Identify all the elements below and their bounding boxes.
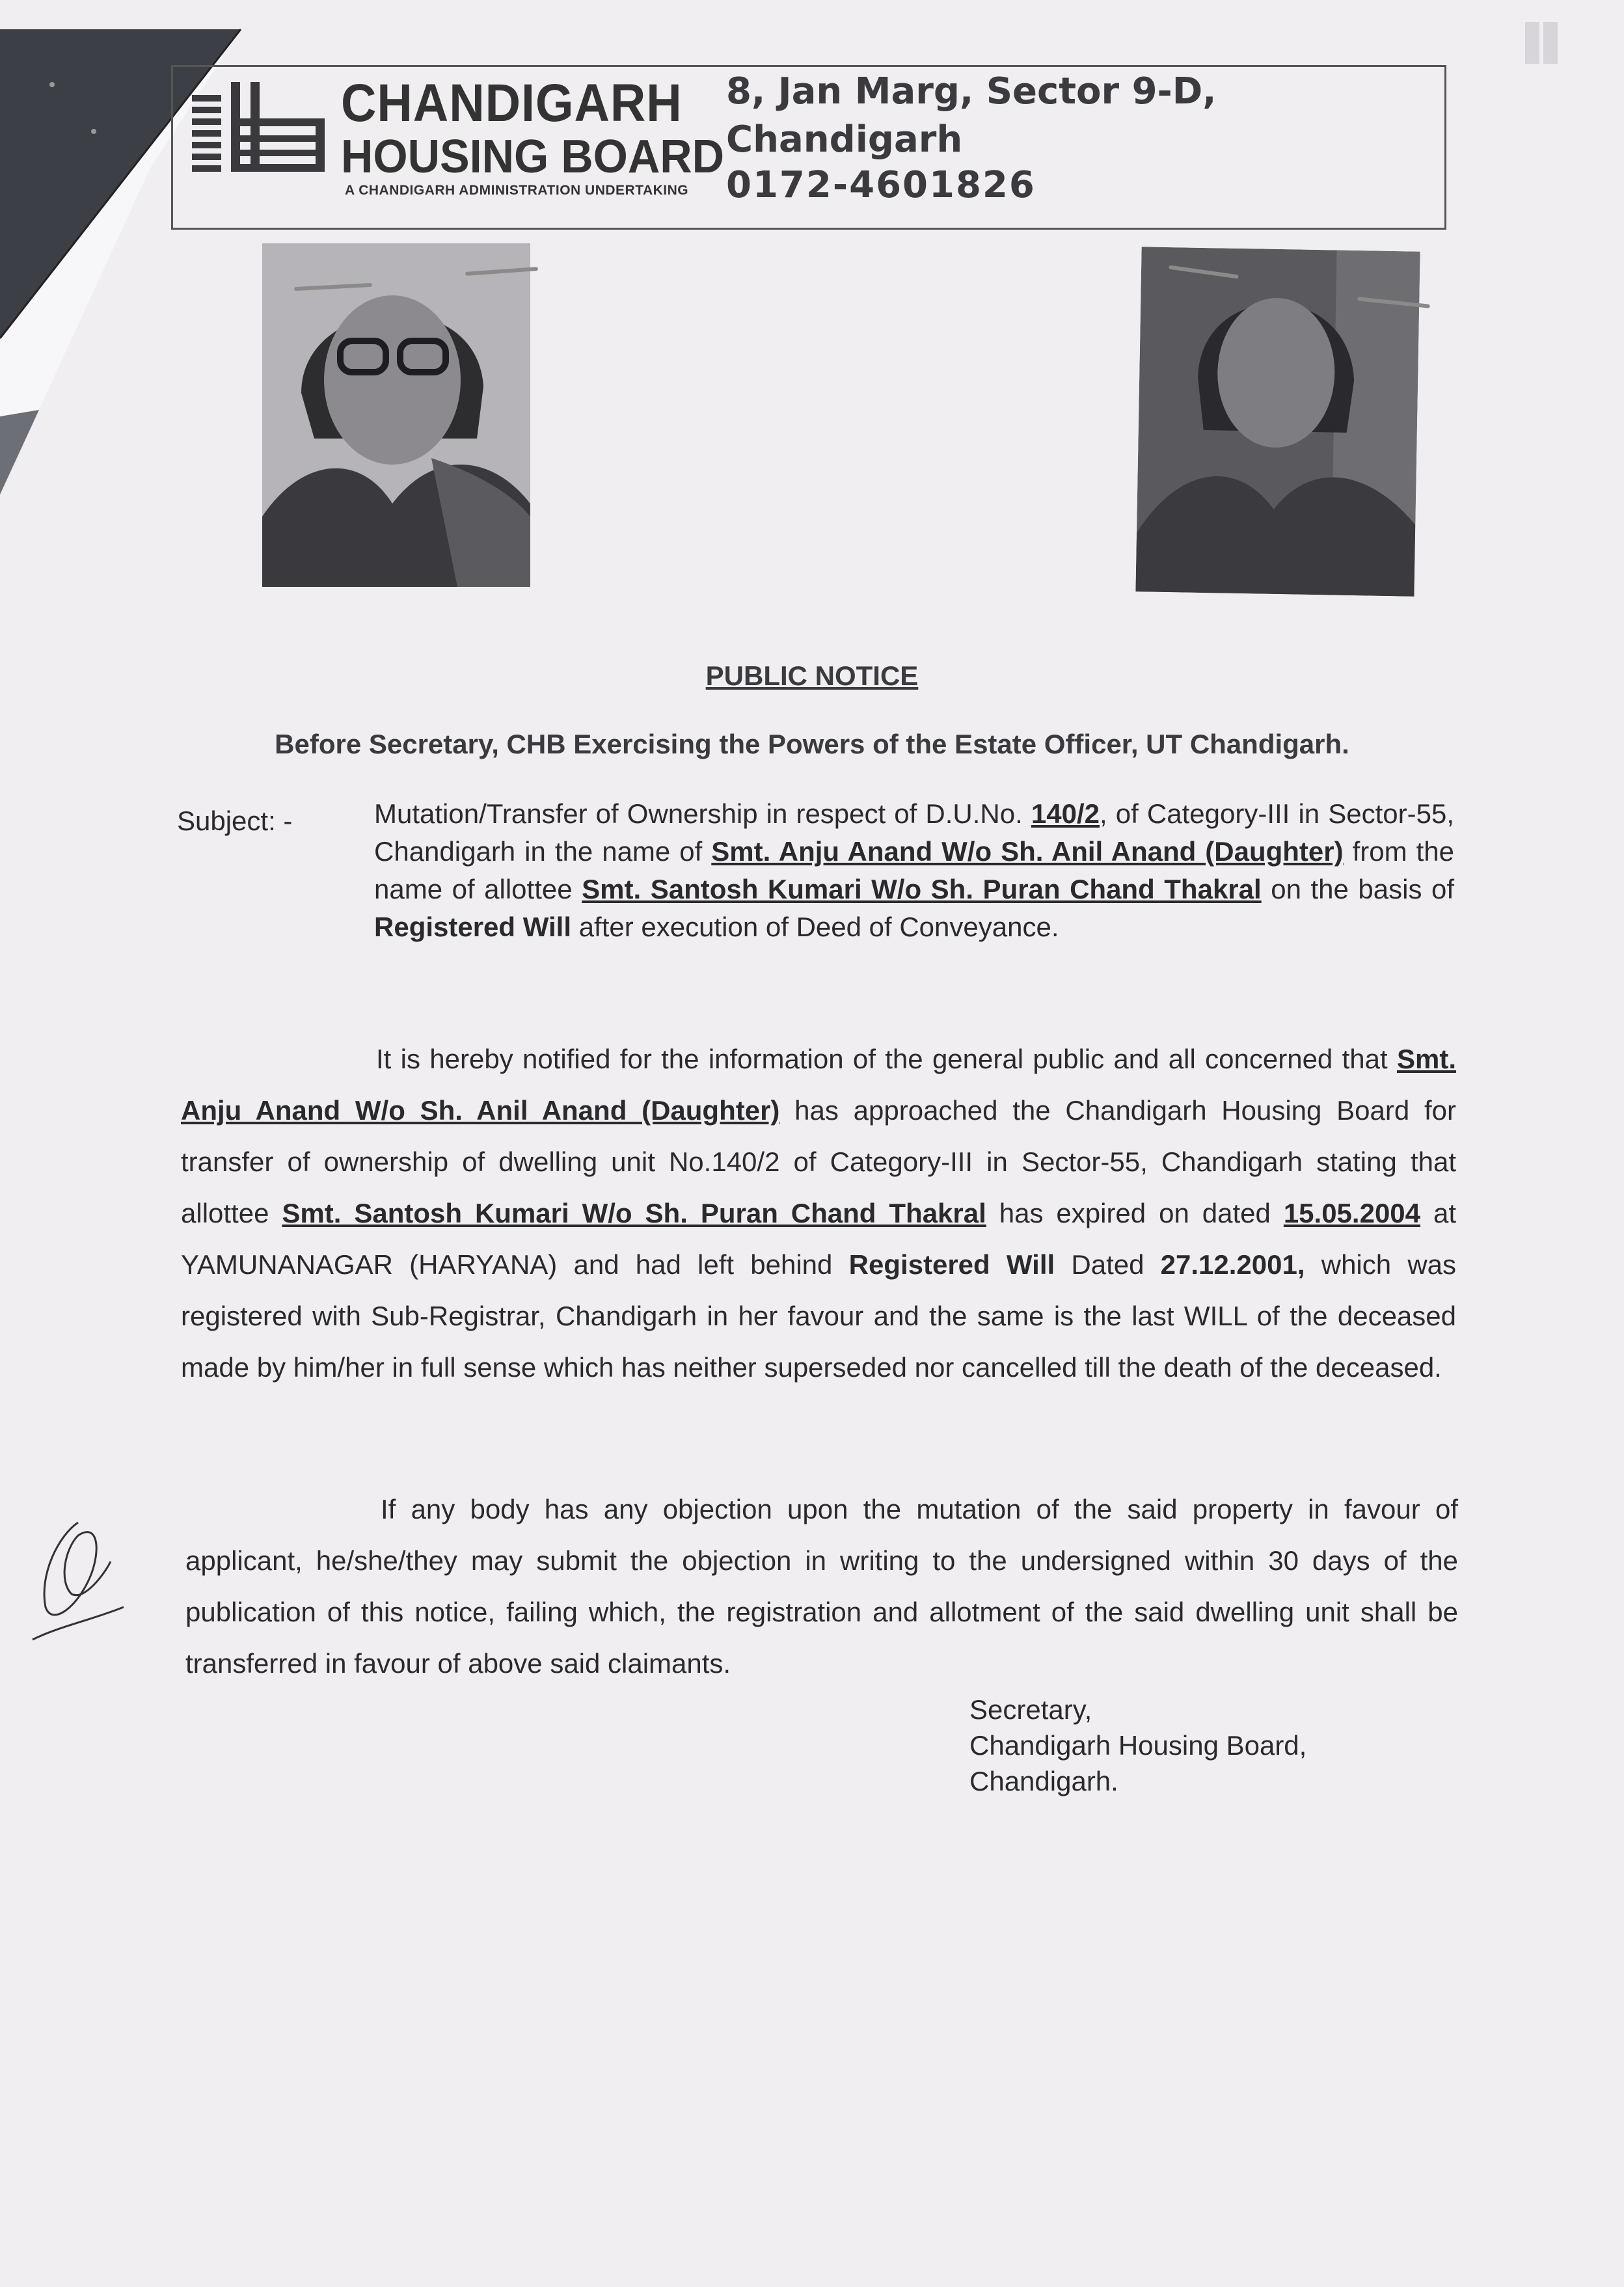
allottee-name: Smt. Santosh Kumari W/o Sh. Puran Chand Thakral (582, 874, 1262, 904)
org-tagline: A CHANDIGARH ADMINISTRATION UNDERTAKING (345, 183, 689, 198)
death-date: 15.05.2004 (1283, 1198, 1421, 1228)
notice-title: PUBLIC NOTICE (705, 660, 919, 691)
allottee-name: Smt. Santosh Kumari W/o Sh. Puran Chand Thakral (282, 1198, 986, 1228)
will-text: Registered Will (848, 1249, 1055, 1280)
will-date: 27.12.2001, (1160, 1249, 1305, 1280)
scan-artifact (1525, 22, 1558, 64)
chb-logo (185, 75, 335, 180)
signature-block (969, 1692, 1306, 1799)
subject-label: Subject: - (177, 805, 293, 836)
signatory-title: Secretary, (969, 1694, 1092, 1725)
notice-authority-line: Before Secretary, CHB Exercising the Powers of the Estate Officer, UT Chandigarh. (275, 729, 1349, 759)
staple-hole (91, 129, 96, 134)
applicant-name: Smt. Anju Anand W/o Sh. Anil Anand (Daughter) (181, 1044, 1456, 1126)
org-name-line2: HOUSING BOARD (341, 131, 725, 183)
handwritten-initials (20, 1496, 130, 1646)
org-name-line1: CHANDIGARH (341, 74, 683, 133)
notice-paragraph-2: If any body has any objection upon the mutation of the said property in favour of applicant, he/she/they may submit the objection in writing to the undersigned within 30 days of the publication of this notice, failing which, the registration and allotment of the said dwelling unit shall be transferred in favour of above said claimants. (185, 1494, 1458, 1679)
basis-text: Registered Will (374, 912, 572, 942)
phone-number: 0172-4601826 (726, 164, 1036, 206)
du-number: 140/2 (1031, 798, 1100, 829)
signatory-org: Chandigarh Housing Board, (969, 1730, 1307, 1761)
staple-hole (49, 82, 55, 87)
signatory-city: Chandigarh. (969, 1766, 1118, 1796)
address-line2: Chandigarh (726, 118, 963, 161)
address-line1: 8, Jan Marg, Sector 9-D, (726, 70, 1217, 113)
photo-applicant (262, 243, 530, 587)
subject-text: Mutation/Transfer of Ownership in respect of D.U.No. 140/2, of Category-III in Sector-55, Chandigarh in the name of Smt. Anju Anand W/o Sh. Anil Anand (Daughter) from the name of allottee Smt. Santosh Kumari W/o Sh. Puran Chand Thakral on the basis of Registered Will after execution of Deed of Conveyance. (374, 798, 1455, 942)
notice-paragraph-1: It is hereby notified for the information of the general public and all concerned that Smt. Anju Anand W/o Sh. Anil Anand (Daughter) has approached the Chandigarh Housing Board for transfer of ownership of dwelling unit No.140/2 of Category-III in Sector-55, Chandigarh stating that allottee Smt. Santosh Kumari W/o Sh. Puran Chand Thakral has expired on dated 15.05.2004 at YAMUNANAGAR (HARYANA) and had left behind Registered Will Dated 27.12.2001, which was registered with Sub-Registrar, Chandigarh in her favour and the same is the last WILL of the deceased made by him/her in full sense which has neither superseded nor cancelled till the death of the deceased. (181, 1044, 1457, 1383)
applicant-name: Smt. Anju Anand W/o Sh. Anil Anand (Daughter) (711, 836, 1344, 867)
